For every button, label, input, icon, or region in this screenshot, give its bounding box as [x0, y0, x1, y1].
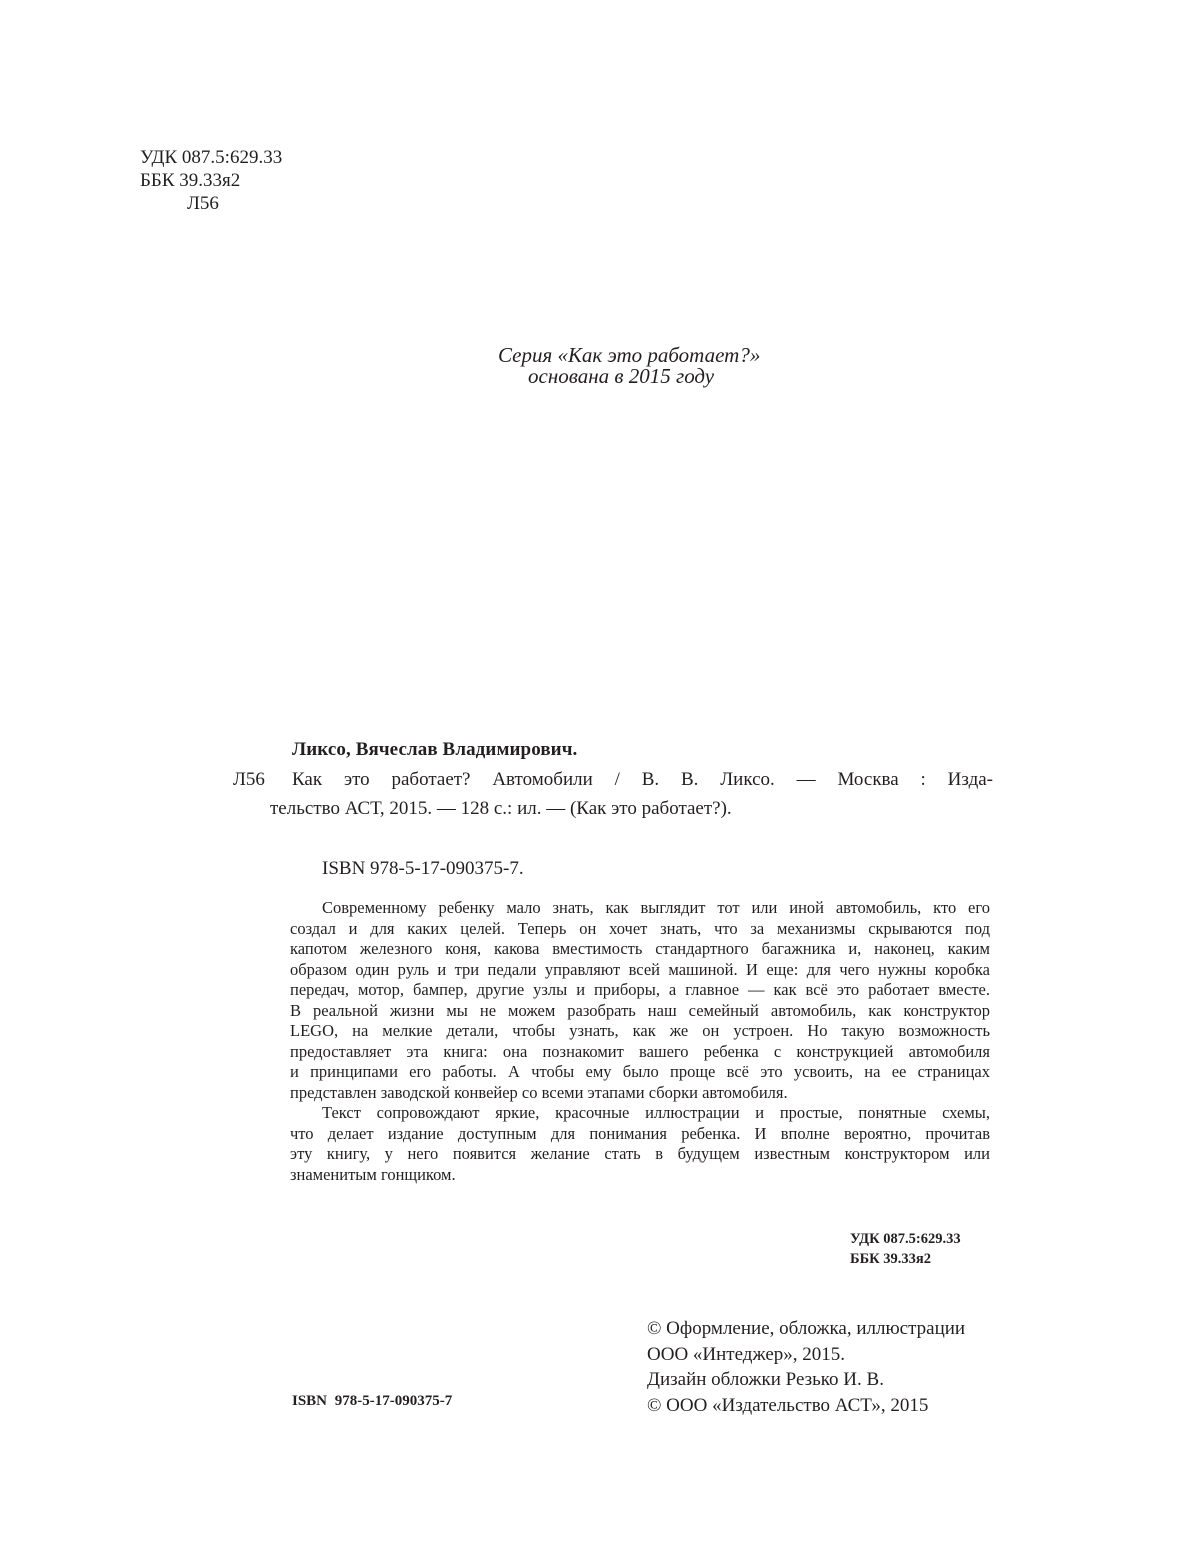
- index-mark: Л56: [233, 769, 265, 790]
- bottom-codes: [850, 1229, 961, 1269]
- udk-code: УДК 087.5:629.33: [140, 147, 283, 168]
- bottom-udk-code: УДК 087.5:629.33: [850, 1231, 961, 1247]
- catalog-codes: [140, 146, 282, 215]
- copyright-line: ООО «Интеджер», 2015.: [647, 1343, 846, 1365]
- annotation-line: знаменитым гонщиком.: [290, 1164, 456, 1184]
- annotation-line: Современному ребенку мало знать, как выглядит тот или иной автомобиль, кто его: [322, 898, 990, 917]
- annotation-line: LEGO, на мелкие детали, чтобы узнать, как же он устроен. Но такую возможность: [290, 1021, 990, 1040]
- copyright-line: © ООО «Издательство АСТ», 2015: [647, 1394, 929, 1416]
- copyright-line: Дизайн обложки Резько И. В.: [647, 1369, 884, 1390]
- annotation-line: представлен заводской конвейер со всеми этапами сборки автомобиля.: [290, 1082, 788, 1102]
- series-note-line-1: Серия «Как это работает?»: [498, 343, 761, 367]
- author-mark: Л56: [187, 193, 219, 214]
- copyright-block: [647, 1316, 965, 1418]
- annotation-line: создал и для каких целей. Теперь он хочет знать, что за механизмы скрываются под: [290, 918, 990, 938]
- bottom-bbk-code: ББК 39.33я2: [850, 1251, 932, 1267]
- annotation-line: предоставляет эта книга: она познакомит вашего ребенка с конструкцией автомобиля: [290, 1041, 990, 1061]
- annotation-line: и принципами его работы. А чтобы ему было проще всё это усвоить, на ее страницах: [290, 1062, 990, 1081]
- isbn-bottom: ISBN 978-5-17-090375-7: [292, 1393, 453, 1409]
- annotation-line: передач, мотор, бампер, другие узлы и приборы, а главное — как всё это работает вместе.: [290, 980, 990, 999]
- series-note-line-2: основана в 2015 году: [528, 364, 715, 388]
- annotation-line: образом один руль и три педали управляют всей машиной. И еще: для чего нужны коробка: [290, 959, 990, 979]
- annotation-line: капотом железного коня, какова вместимость стандартного багажника и, наконец, каким: [290, 939, 990, 958]
- annotation-line: В реальной жизни мы не можем разобрать наш семейный автомобиль, как конструктор: [290, 1000, 990, 1020]
- bibliography-line-1: Как это работает? Автомобили / В. В. Ликсо. — Москва : Изда-: [292, 769, 993, 790]
- author-name: Ликсо, Вячеслав Владимирович.: [292, 739, 578, 760]
- annotation: [290, 898, 990, 1185]
- bbk-code: ББК 39.33я2: [140, 170, 241, 191]
- bibliography-line-2: тельство АСТ, 2015. — 128 с.: ил. — (Как это работает?).: [270, 798, 732, 819]
- annotation-line: эту книгу, у него появится желание стать в будущем известным конструктором или: [290, 1144, 990, 1163]
- copyright-line: © Оформление, обложка, иллюстрации: [647, 1318, 966, 1339]
- annotation-line: Текст сопровождают яркие, красочные иллюстрации и простые, понятные схемы,: [322, 1103, 990, 1122]
- annotation-line: что делает издание доступным для понимания ребенка. И вполне вероятно, прочитав: [290, 1123, 990, 1143]
- isbn-record: ISBN 978-5-17-090375-7.: [322, 858, 524, 879]
